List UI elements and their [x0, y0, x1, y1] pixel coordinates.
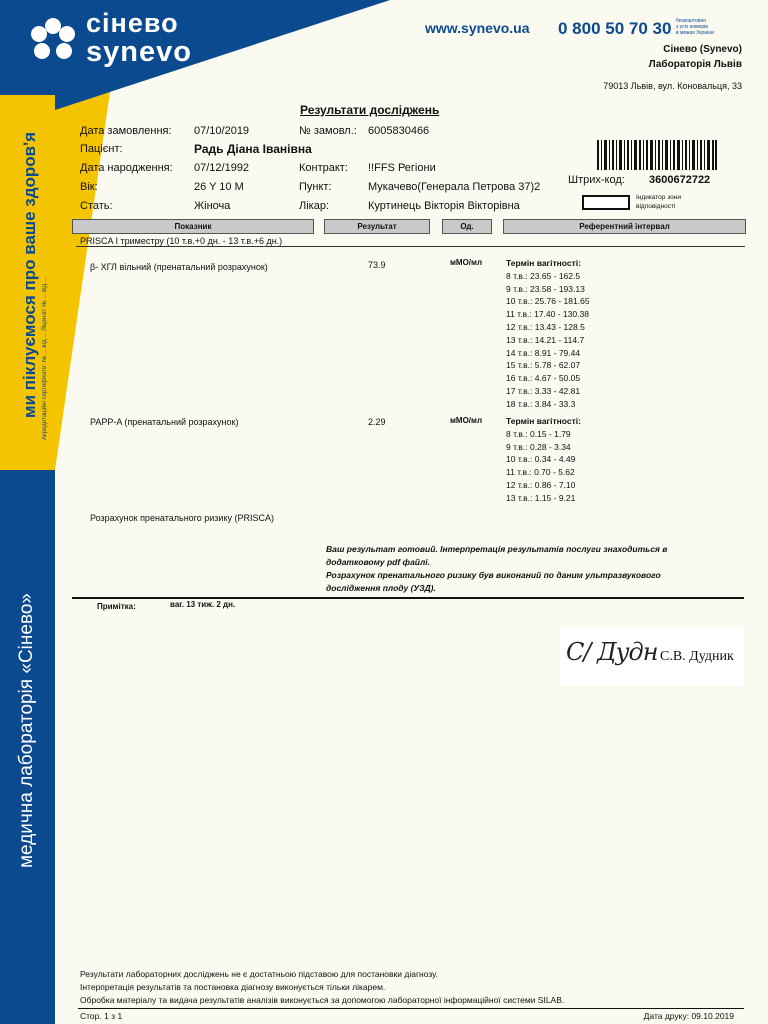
test-name-prisca: Розрахунок пренатального ризику (PRISCA): [90, 513, 274, 523]
test-result-pappa: 2.29: [368, 417, 386, 427]
list-item: 16 т.в.: 4.67 - 50.05: [506, 373, 581, 384]
list-item: 11 т.в.: 17.40 - 130.38: [506, 309, 589, 320]
doctor-label: Лікар:: [299, 200, 330, 212]
column-header-indicator: Показник: [72, 219, 314, 234]
doctor: Куртинець Вікторія Вікторівна: [368, 200, 520, 212]
list-item: 8 т.в.: 23.65 - 162.5: [506, 270, 581, 281]
list-item: 17 т.в.: 3.33 - 42.81: [506, 385, 581, 396]
lab-name: Сінево (Synevo): [663, 44, 742, 55]
order-date: 07/10/2019: [194, 125, 250, 137]
order-no: 6005830466: [368, 125, 430, 137]
barcode-value: 3600672722: [649, 174, 711, 186]
list-item: 10 т.в.: 25.76 - 181.65: [506, 296, 590, 307]
birth-date: 07/12/1992: [194, 162, 250, 174]
column-header-reference: Референтний інтервал: [503, 219, 746, 234]
test-name-bhcg: β- ХГЛ вільний (пренатальний розрахунок): [90, 262, 268, 272]
compliance-indicator-box: [582, 195, 630, 210]
test-result-bhcg: 73.9: [368, 260, 386, 270]
age-label: Вік:: [80, 181, 98, 193]
sex: Жіноча: [194, 200, 231, 212]
remark-label: Примітка:: [97, 602, 136, 611]
list-item: 15 т.в.: 5.78 - 62.07: [506, 360, 581, 371]
list-item: 9 т.в.: 0.28 - 3.34: [506, 441, 571, 452]
print-date: Дата друку: 09.10.2019: [643, 1011, 734, 1021]
list-item: 12 т.в.: 13.43 - 128.5: [506, 321, 585, 332]
point-label: Пункт:: [299, 181, 332, 193]
birth-label: Дата народження:: [80, 162, 173, 174]
hotline-phone[interactable]: 0 800 50 70 30: [558, 19, 672, 38]
vertical-lab-name: медична лабораторія «Сінево»: [16, 593, 37, 868]
column-header-result: Результат: [324, 219, 430, 234]
test-name-pappa: PAPP-A (пренатальний розрахунок): [90, 417, 239, 427]
list-item: 13 т.в.: 1.15 - 9.21: [506, 492, 576, 503]
barcode-icon: [597, 140, 717, 170]
list-item: Термін вагітності:: [506, 416, 581, 426]
order-no-label: № замовл.:: [299, 125, 357, 137]
list-item: Термін вагітності:: [506, 258, 581, 268]
license-text: Акредитаційні сертифікати: № ... від ... Ліцензії: № ... від ...: [42, 277, 48, 440]
list-item: 9 т.в.: 23.58 - 193.13: [506, 283, 585, 294]
point: Мукачево(Генерала Петрова 37)2: [368, 181, 541, 193]
page-number: Стор. 1 з 1: [80, 1011, 123, 1021]
flower-logo-icon: [26, 14, 80, 68]
list-item: 14 т.в.: 8.91 - 79.44: [506, 347, 581, 358]
footer-notes: Результати лабораторних досліджень не є достатньою підставою для постановки діагнозу. Інтерпретація результатів та постановка діагнозу виконується тільки лікарем. Обробка матеріалу та видача результатів аналізів виконується за допомогою лабораторної інформаційної системи SILAB.: [80, 969, 565, 1005]
list-item: 11 т.в.: 0.70 - 5.62: [506, 467, 575, 478]
website[interactable]: www.synevo.ua: [425, 20, 530, 36]
footer-divider: [78, 1008, 744, 1009]
patient-label: Пацієнт:: [80, 143, 123, 155]
logo: [26, 8, 206, 70]
age: 26 Y 10 M: [194, 181, 244, 193]
lab-branch: Лабораторія Львів: [648, 59, 742, 70]
reference-list-pappa: [506, 415, 581, 505]
list-item: 18 т.в.: 3.84 - 33.3: [506, 398, 576, 409]
test-unit-pappa: мМО/мл: [450, 416, 483, 425]
compliance-indicator-label: Індикатор зони відповідності: [636, 194, 681, 210]
column-header-unit: Од.: [442, 219, 492, 234]
test-unit-bhcg: мМО/мл: [450, 258, 483, 267]
signature-scribble: С/ Дудн: [566, 638, 658, 666]
brand-name-en: synevo: [86, 36, 192, 68]
signer-name: С.В. Дудник: [660, 649, 734, 664]
patient-name: Радь Діана Іванівна: [194, 142, 312, 156]
lab-address: 79013 Львів, вул. Коновальця, 33: [603, 81, 742, 91]
page-title: Результати досліджень: [300, 103, 440, 117]
reference-list-bhcg: [506, 257, 590, 411]
table-bottom-divider: [72, 597, 744, 599]
hotline-note: безкоштовно з усіх номерів в межах України: [676, 18, 714, 36]
list-item: 13 т.в.: 14.21 - 114.7: [506, 334, 585, 345]
contract-label: Контракт:: [299, 162, 348, 174]
brand-name-ua: сінево: [86, 8, 179, 38]
sex-label: Стать:: [80, 200, 113, 212]
remark-value: ваг. 13 тиж. 2 дн.: [170, 600, 236, 609]
list-item: 12 т.в.: 0.86 - 7.10: [506, 479, 576, 490]
section-title: PRISCA I триместру (10 т.в.+0 дн. - 13 т.в.+6 дн.): [80, 236, 283, 246]
slogan: ми піклуємося про ваше здоров'я: [20, 131, 39, 418]
result-note: Ваш результат готовий. Інтерпретація результатів послуги знаходиться в додатковому pdf файлі. Розрахунок пренатального ризику був виконаний по даним ультразвукового дослідження плоду (УЗД).: [326, 544, 668, 593]
barcode-label: Штрих-код:: [568, 174, 625, 186]
list-item: 10 т.в.: 0.34 - 4.49: [506, 454, 576, 465]
list-item: 8 т.в.: 0.15 - 1.79: [506, 428, 571, 439]
contract: !!FFS Регіони: [368, 162, 436, 174]
order-date-label: Дата замовлення:: [80, 125, 172, 137]
